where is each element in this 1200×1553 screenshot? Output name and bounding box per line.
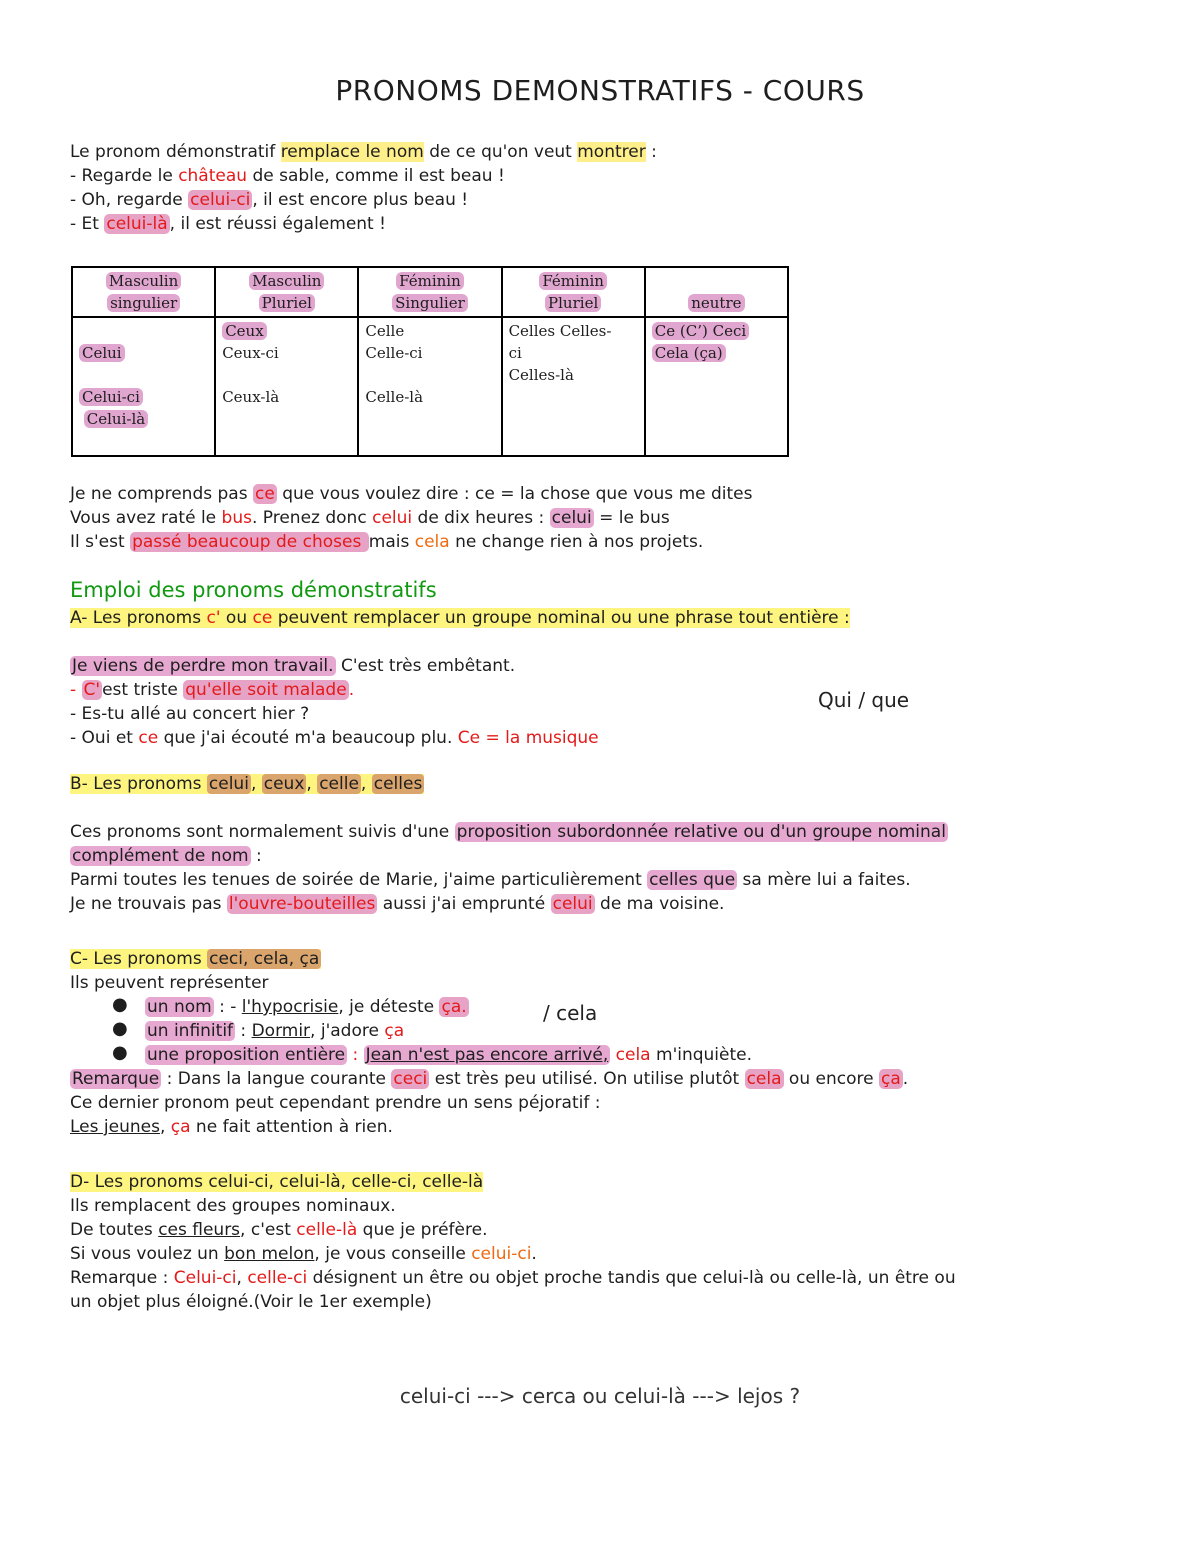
- highlight-tan: ceci, cela, ça: [209, 949, 320, 969]
- intro-line-1: [70, 140, 657, 164]
- highlight-red-word: passé beaucoup de choses: [132, 532, 367, 552]
- text: B- Les pronoms: [70, 774, 207, 794]
- highlight-red-word: ce: [254, 484, 275, 504]
- highlight: une proposition entière: [147, 1045, 346, 1065]
- section-c-title: [70, 947, 321, 971]
- red-word: cela: [615, 1045, 651, 1065]
- header-label: singulier: [107, 294, 180, 312]
- text: de dix heures :: [412, 508, 550, 528]
- highlight: proposition subordonnée relative ou d'un groupe nominal: [456, 822, 946, 842]
- section-c-remark-3: [70, 1115, 393, 1139]
- table-value: Celle-ci: [365, 344, 423, 362]
- header-label: Féminin: [396, 272, 464, 290]
- text: que j'ai écouté m'a beaucoup plu.: [158, 728, 458, 748]
- example-line-3: [70, 530, 703, 554]
- highlight-tan: ceux: [263, 774, 305, 794]
- text: A- Les pronoms: [70, 608, 207, 628]
- bullet-icon: ●: [112, 1018, 128, 1039]
- cell-fem-plur: [502, 317, 645, 456]
- text: ,: [159, 1117, 171, 1137]
- red-word: ça: [384, 1021, 405, 1041]
- intro-line-3: [70, 188, 468, 212]
- highlight-red-word: l'ouvre-bouteilles: [228, 894, 376, 914]
- section-c-remark-2: [70, 1091, 600, 1115]
- text: C- Les pronoms: [70, 949, 208, 969]
- text: de sable, comme il est beau !: [247, 166, 505, 186]
- table-value: Celles Celles-: [508, 322, 612, 340]
- text: = le bus: [593, 508, 670, 528]
- text: que je préfère.: [357, 1220, 488, 1240]
- text: Parmi toutes les tenues de soirée de Marie, j'aime particulièrement: [70, 870, 648, 890]
- red-word: bus: [221, 508, 252, 528]
- header-label: Singulier: [392, 294, 468, 312]
- section-d-line-4: [70, 1266, 956, 1290]
- cell-fem-sing: [358, 317, 501, 456]
- cell-neutre: [645, 317, 788, 456]
- red-word: .: [348, 680, 355, 700]
- header-masc-plur: [215, 267, 358, 317]
- text: Remarque :: [70, 1268, 174, 1288]
- text: désignent un être ou objet proche tandis que celui-là ou celle-là, un être ou: [307, 1268, 956, 1288]
- section-a-line-3: [70, 702, 309, 726]
- text: - Regarde le: [70, 166, 179, 186]
- text: - Oui et: [70, 728, 139, 748]
- red-word: ce: [138, 728, 159, 748]
- red-word: château: [178, 166, 248, 186]
- highlight-underlined: Jean n'est pas encore arrivé,: [365, 1045, 609, 1065]
- text: , c'est: [240, 1220, 297, 1240]
- table-value: Ceux-là: [222, 388, 280, 406]
- text: :: [250, 846, 262, 866]
- text: Il s'est: [70, 532, 131, 552]
- cell-masc-plur: [215, 317, 358, 456]
- highlight-red-word: cela: [746, 1069, 782, 1089]
- text: .: [902, 1069, 909, 1089]
- section-b-line-2: [70, 844, 262, 868]
- section-a-title: [70, 606, 850, 630]
- section-c-bullet-3: [145, 1043, 752, 1067]
- text: - Oh, regarde: [70, 190, 189, 210]
- table-value: Ceux: [222, 322, 266, 340]
- bullet-icon: ●: [112, 1042, 128, 1063]
- highlight: complément de nom: [72, 846, 249, 866]
- section-a-line-1: [70, 654, 515, 678]
- red-word: ça: [170, 1117, 191, 1137]
- text: , j'adore: [310, 1021, 385, 1041]
- table-value: Ceux-ci: [222, 344, 279, 362]
- text: Ces pronoms sont normalement suivis d'une: [70, 822, 455, 842]
- intro-line-4: [70, 212, 386, 236]
- text: , il est réussi également !: [169, 214, 386, 234]
- highlight: montrer: [577, 142, 646, 162]
- table-value: Celui-là: [84, 410, 148, 428]
- section-c-title-bg: [70, 949, 321, 969]
- text: . Prenez donc: [251, 508, 373, 528]
- table-header-row: [72, 267, 788, 317]
- header-label: Pluriel: [545, 294, 601, 312]
- text: .: [531, 1244, 537, 1264]
- underlined-word: Les jeunes: [70, 1117, 160, 1137]
- highlight-red-word: qu'elle soit malade: [185, 680, 347, 700]
- text: de ma voisine.: [594, 894, 725, 914]
- red-word: -: [70, 680, 82, 700]
- text: ne fait attention à rien.: [190, 1117, 393, 1137]
- red-word: :: [347, 1045, 364, 1065]
- text: ,: [236, 1268, 248, 1288]
- section-c-remark-1: [70, 1067, 908, 1091]
- highlight: remplace le nom: [280, 142, 424, 162]
- red-word: celui: [372, 508, 413, 528]
- section-a-title-bg: [70, 608, 850, 628]
- text: : Dans la langue courante: [161, 1069, 392, 1089]
- cell-masc-sing: [72, 317, 215, 456]
- handwritten-note-cela: / cela: [543, 1001, 598, 1025]
- text: Si vous voulez un: [70, 1244, 225, 1264]
- table-body-row: [72, 317, 788, 456]
- red-word: Ce = la musique: [457, 728, 599, 748]
- section-d-line-2: [70, 1218, 487, 1242]
- text: Je ne comprends pas: [70, 484, 253, 504]
- section-d-title-bg: D- Les pronoms celui-ci, celui-là, celle-ci, celle-là: [70, 1172, 484, 1192]
- highlight-red-word: celui: [552, 894, 593, 914]
- text: :: [645, 142, 657, 162]
- highlight: celles que: [649, 870, 736, 890]
- red-word: celle-là: [296, 1220, 358, 1240]
- text: ,: [360, 774, 372, 794]
- table-value: Celui-ci: [79, 388, 143, 406]
- highlight-red-word: C': [83, 680, 101, 700]
- section-d-line-5: [70, 1290, 432, 1314]
- table-value: Celui: [79, 344, 125, 362]
- text: peuvent remplacer un groupe nominal ou une phrase tout entière :: [272, 608, 850, 628]
- orange-word: celui-ci: [471, 1244, 532, 1264]
- intro-line-2: [70, 164, 505, 188]
- text: de ce qu'on veut: [423, 142, 578, 162]
- highlight: un nom: [147, 997, 212, 1017]
- text: est triste: [102, 680, 184, 700]
- text: mais: [368, 532, 415, 552]
- table-value: Ce (C’) Ceci: [652, 322, 749, 340]
- table-value: ci: [508, 344, 522, 362]
- section-c-bullet-2: [145, 1019, 404, 1043]
- text: Ce dernier pronom peut cependant prendre un sens péjoratif :: [70, 1093, 601, 1113]
- table-value: Cela (ça): [652, 344, 726, 362]
- text: m'inquiète.: [650, 1045, 753, 1065]
- header-label: Pluriel: [259, 294, 315, 312]
- pronoun-table: [71, 266, 789, 457]
- page-title: PRONOMS DEMONSTRATIFS - COURS: [335, 74, 865, 107]
- underlined-word: Dormir: [251, 1021, 311, 1041]
- highlight-red-word: ceci: [393, 1069, 428, 1089]
- text: aussi j'ai emprunté: [377, 894, 551, 914]
- text: que vous voulez dire : ce = la chose que vous me dites: [276, 484, 753, 504]
- red-word: ce: [252, 608, 273, 628]
- text: ou encore: [783, 1069, 879, 1089]
- example-line-2: [70, 506, 670, 530]
- text: , il est encore plus beau !: [252, 190, 469, 210]
- header-label: Féminin: [539, 272, 607, 290]
- highlight: celui: [551, 508, 592, 528]
- header-label: Masculin: [106, 272, 181, 290]
- section-b-line-3: [70, 868, 911, 892]
- section-heading: Emploi des pronoms démonstratifs: [70, 578, 437, 602]
- highlight-tan: celui: [208, 774, 249, 794]
- section-d-line-3: [70, 1242, 537, 1266]
- red-word: c': [206, 608, 221, 628]
- text: Ils peuvent représenter: [70, 973, 269, 993]
- table-value: Celle-là: [365, 388, 424, 406]
- text: Vous avez raté le: [70, 508, 222, 528]
- text: ,: [306, 774, 318, 794]
- underlined-word: ces fleurs: [158, 1220, 241, 1240]
- text: : -: [213, 997, 242, 1017]
- header-neutre: [645, 267, 788, 317]
- header-fem-plur: [502, 267, 645, 317]
- highlight-red-word: celui-là: [106, 214, 168, 234]
- text: - Es-tu allé au concert hier ?: [70, 704, 310, 724]
- table-value: Celle: [365, 322, 405, 340]
- text: sa mère lui a faites.: [737, 870, 911, 890]
- example-line-1: [70, 482, 752, 506]
- text: :: [235, 1021, 252, 1041]
- highlight-red-word: celui-ci: [190, 190, 251, 210]
- highlight-red-word: ça.: [441, 997, 467, 1017]
- section-d-line-1: [70, 1194, 396, 1218]
- section-b-line-4: [70, 892, 724, 916]
- text: ,: [250, 774, 262, 794]
- highlight-red-word: ça: [880, 1069, 901, 1089]
- header-label: neutre: [688, 294, 744, 312]
- orange-word: cela: [414, 532, 450, 552]
- text: Ils remplacent des groupes nominaux.: [70, 1196, 396, 1216]
- header-label: Masculin: [249, 272, 324, 290]
- text: - Et: [70, 214, 105, 234]
- highlight-tan: celle: [319, 774, 359, 794]
- section-c-bullet-1: [145, 995, 469, 1019]
- table-value: Celles-là: [508, 366, 574, 384]
- section-b-line-1: [70, 820, 948, 844]
- text: Le pronom démonstratif: [70, 142, 281, 162]
- section-a-line-2: [70, 678, 354, 702]
- bottom-handwritten-note: celui-ci ---> cerca ou celui-là ---> lejos ?: [399, 1384, 801, 1408]
- underlined-word: l'hypocrisie: [241, 997, 339, 1017]
- text: De toutes: [70, 1220, 159, 1240]
- section-c-line-1: [70, 971, 269, 995]
- text: ne change rien à nos projets.: [449, 532, 704, 552]
- header-masc-sing: [72, 267, 215, 317]
- red-word: Celui-ci: [173, 1268, 237, 1288]
- handwritten-note-qui-que: Qui / que: [818, 688, 910, 712]
- highlight: un infinitif: [147, 1021, 234, 1041]
- section-d-title: [70, 1170, 483, 1194]
- highlight: Remarque: [72, 1069, 160, 1089]
- underlined-word: bon melon: [224, 1244, 315, 1264]
- text: Je ne trouvais pas: [70, 894, 227, 914]
- text: , je vous conseille: [314, 1244, 472, 1264]
- text: , je déteste: [338, 997, 440, 1017]
- header-fem-sing: [358, 267, 501, 317]
- text: un objet plus éloigné.(Voir le 1er exemple): [70, 1292, 432, 1312]
- text: C'est très embêtant.: [335, 656, 516, 676]
- bullet-icon: ●: [112, 994, 128, 1015]
- highlight: Je viens de perdre mon travail.: [72, 656, 334, 676]
- section-a-line-4: [70, 726, 599, 750]
- section-b-title: [70, 772, 424, 796]
- highlight-tan: celles: [373, 774, 423, 794]
- section-b-title-bg: [70, 774, 424, 794]
- text: ou: [220, 608, 253, 628]
- text: est très peu utilisé. On utilise plutôt: [429, 1069, 745, 1089]
- red-word: celle-ci: [247, 1268, 308, 1288]
